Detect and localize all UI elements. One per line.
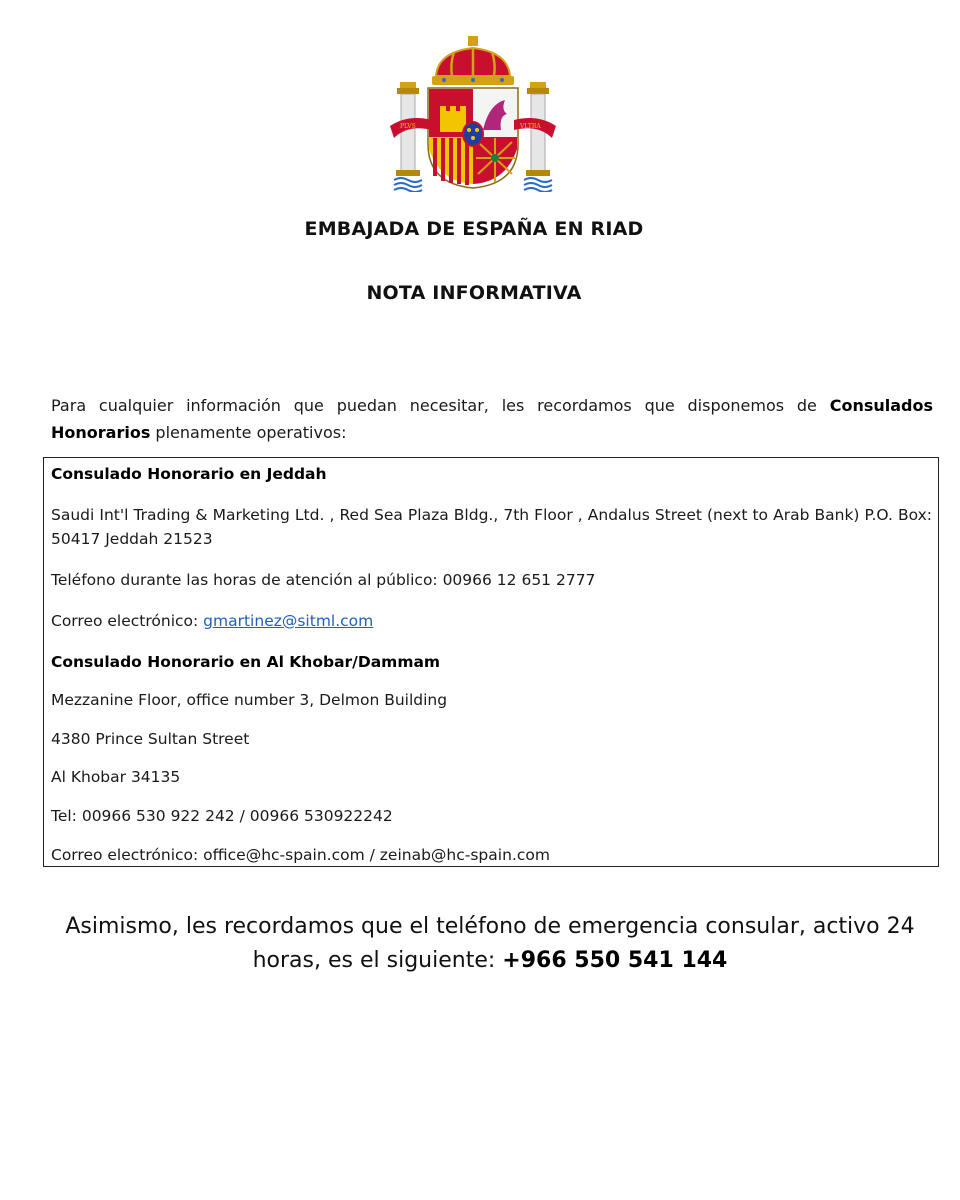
khobar-address-line1: Mezzanine Floor, office number 3, Delmon Building bbox=[51, 691, 448, 709]
org-title: EMBAJADA DE ESPAÑA EN RIAD bbox=[304, 218, 644, 240]
khobar-address-line2: 4380 Prince Sultan Street bbox=[51, 730, 250, 748]
intro-paragraph bbox=[51, 392, 933, 446]
royal-crown bbox=[432, 36, 514, 85]
jeddah-heading: Consulado Honorario en Jeddah bbox=[51, 465, 327, 483]
shield bbox=[428, 88, 518, 188]
jeddah-email-link[interactable]: gmartinez@sitml.com bbox=[203, 612, 374, 630]
khobar-heading: Consulado Honorario en Al Khobar/Dammam bbox=[51, 653, 441, 671]
jeddah-address: Saudi Int'l Trading & Marketing Ltd. , Red Sea Plaza Bldg., 7th Floor , Andalus Street (next to Arab Bank) P.O. Box: 50417 Jeddah 21523 bbox=[51, 506, 932, 548]
khobar-address-line3: Al Khobar 34135 bbox=[51, 768, 181, 786]
closing-paragraph bbox=[30, 910, 950, 978]
closing-text: Asimismo, les recordamos que el teléfono de emergencia consular, activo 24 horas, es el siguiente: bbox=[65, 914, 915, 973]
emergency-phone: +966 550 541 144 bbox=[502, 948, 728, 973]
right-pillar bbox=[524, 82, 552, 192]
jeddah-email-line bbox=[51, 609, 932, 633]
coat-of-arms-logo bbox=[388, 34, 558, 192]
left-pillar bbox=[394, 82, 422, 192]
jeddah-email-label: Correo electrónico: bbox=[51, 612, 204, 630]
motto-left-text: PLVS bbox=[400, 123, 416, 130]
khobar-email: Correo electrónico: office@hc-spain.com / zeinab@hc-spain.com bbox=[51, 846, 550, 864]
motto-right-text: VLTRA bbox=[520, 123, 541, 130]
khobar-phone: Tel: 00966 530 922 242 / 00966 530922242 bbox=[51, 807, 393, 825]
doc-title: NOTA INFORMATIVA bbox=[366, 282, 582, 304]
jeddah-phone: Teléfono durante las horas de atención al público: 00966 12 651 2777 bbox=[51, 571, 596, 589]
intro-text-after: plenamente operativos: bbox=[150, 423, 347, 442]
consulates-box bbox=[43, 457, 939, 867]
intro-bold-text: Consulados Honorarios bbox=[51, 396, 933, 442]
intro-text-before: Para cualquier información que puedan necesitar, les recordamos que disponemos de bbox=[51, 396, 830, 415]
